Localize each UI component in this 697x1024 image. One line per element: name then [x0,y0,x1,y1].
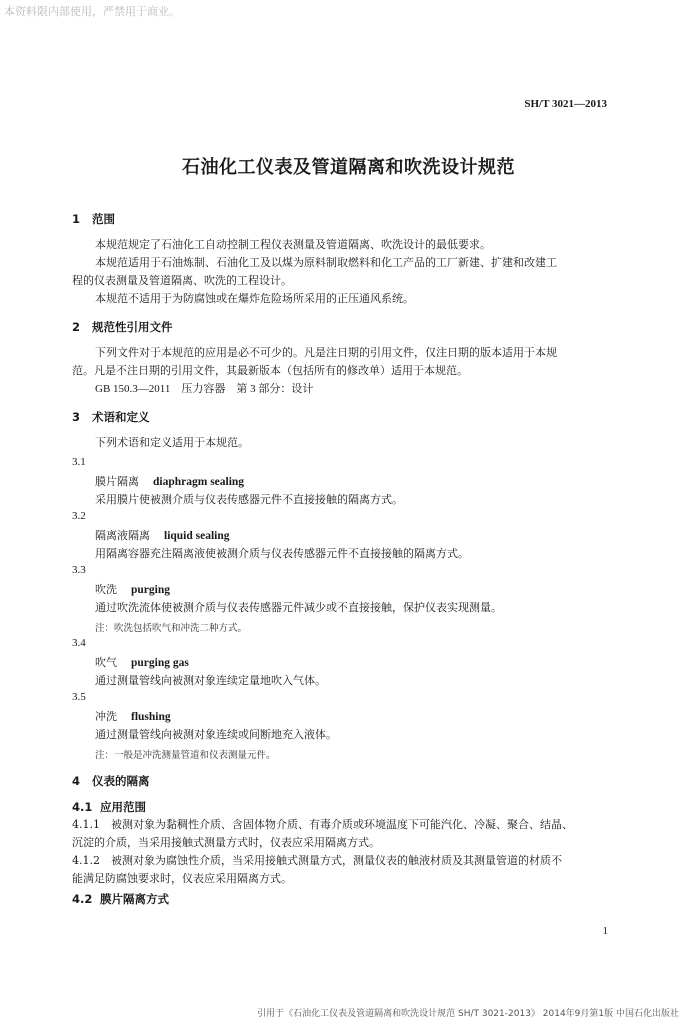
term-zh: 吹气 [95,656,117,669]
term-number: 3.5 [72,691,86,703]
term-name [95,474,244,490]
term-note: 注：一般是冲洗测量管道和仪表测量元件。 [95,750,276,761]
clause: 能满足防腐蚀要求时，仪表应采用隔离方式。 [72,872,292,885]
subsection-4-1-heading [72,799,146,815]
term-zh: 冲洗 [95,710,117,723]
term-name [95,528,230,544]
term-zh: 吹洗 [95,583,117,596]
page-number: 1 [602,925,608,937]
paragraph: 下列术语和定义适用于本规范。 [95,436,249,449]
paragraph: 本规范不适用于为防腐蚀或在爆炸危险场所采用的正压通风系统。 [95,292,414,305]
term-note: 注：吹洗包括吹气和冲洗二种方式。 [95,623,248,634]
term-number: 3.1 [72,456,86,468]
term-zh: 隔离液隔离 [95,529,150,542]
section-number: 2 [72,320,81,334]
subsection-number: 4.2 [72,892,93,906]
section-4-heading [72,773,150,789]
term-zh: 膜片隔离 [95,475,139,488]
subsection-title: 应用范围 [100,800,146,814]
standard-code: SH/T 3021—2013 [524,98,607,110]
paragraph: 本规范适用于石油炼制、石油化工及以煤为原料制取燃料和化工产品的工厂新建、扩建和改建工 [95,256,557,269]
paragraph: 程的仪表测量及管道隔离、吹洗的工程设计。 [72,274,292,287]
document-title: 石油化工仪表及管道隔离和吹洗设计规范 [182,157,515,178]
section-1-heading [72,211,115,227]
clause: 4.1.2 被测对象为腐蚀性介质，当采用接触式测量方式，测量仪表的触液材质及其测量管道的材质不 [72,854,562,867]
section-title: 规范性引用文件 [92,320,173,334]
term-name [95,709,171,725]
section-title: 术语和定义 [92,410,150,424]
term-name [95,582,170,598]
term-number: 3.3 [72,564,86,576]
term-number: 3.2 [72,510,86,522]
paragraph: 下列文件对于本规范的应用是必不可少的。凡是注日期的引用文件，仅注日期的版本适用于本规 [95,346,557,359]
paragraph: 本规范规定了石油化工自动控制工程仪表测量及管道隔离、吹洗设计的最低要求。 [95,238,491,251]
term-en: liquid sealing [164,530,230,542]
term-name [95,655,189,671]
clause: 4.1.1 被测对象为黏稠性介质、含固体物介质、有毒介质或环境温度下可能汽化、冷凝、聚合、结晶、 [72,818,573,831]
watermark: 本资料限内部使用，严禁用于商业。 [4,5,180,18]
term-en: diaphragm sealing [153,476,245,488]
term-definition: 通过测量管线向被测对象连续或间断地充入液体。 [95,728,337,741]
clause: 沉淀的介质，当采用接触式测量方式时，仪表应采用隔离方式。 [72,836,380,849]
term-en: flushing [131,711,171,723]
term-number: 3.4 [72,637,86,649]
footer-citation: 引用于《石油化工仪表及管道隔离和吹洗设计规范 SH/T 3021-2013》 2014年9月第1版 中国石化出版社 [257,1009,679,1019]
paragraph: 范。凡是不注日期的引用文件，其最新版本（包括所有的修改单）适用于本规范。 [72,364,468,377]
section-number: 1 [72,212,81,226]
section-title: 范围 [92,212,115,226]
section-title: 仪表的隔离 [92,774,150,788]
term-definition: 通过吹洗流体使被测介质与仪表传感器元件减少或不直接接触，保护仪表实现测量。 [95,601,502,614]
term-en: purging gas [131,657,189,669]
term-definition: 采用膜片使被测介质与仪表传感器元件不直接接触的隔离方式。 [95,493,403,506]
reference-entry: GB 150.3—2011 压力容器 第 3 部分：设计 [95,383,314,395]
section-2-heading [72,319,173,335]
subsection-number: 4.1 [72,800,93,814]
section-3-heading [72,409,150,425]
term-definition: 用隔离容器充注隔离液使被测介质与仪表传感器元件不直接接触的隔离方式。 [95,547,469,560]
subsection-title: 膜片隔离方式 [100,892,169,906]
section-number: 4 [72,774,81,788]
subsection-4-2-heading [72,891,169,907]
term-en: purging [131,584,170,596]
term-definition: 通过测量管线向被测对象连续定量地吹入气体。 [95,674,326,687]
section-number: 3 [72,410,81,424]
